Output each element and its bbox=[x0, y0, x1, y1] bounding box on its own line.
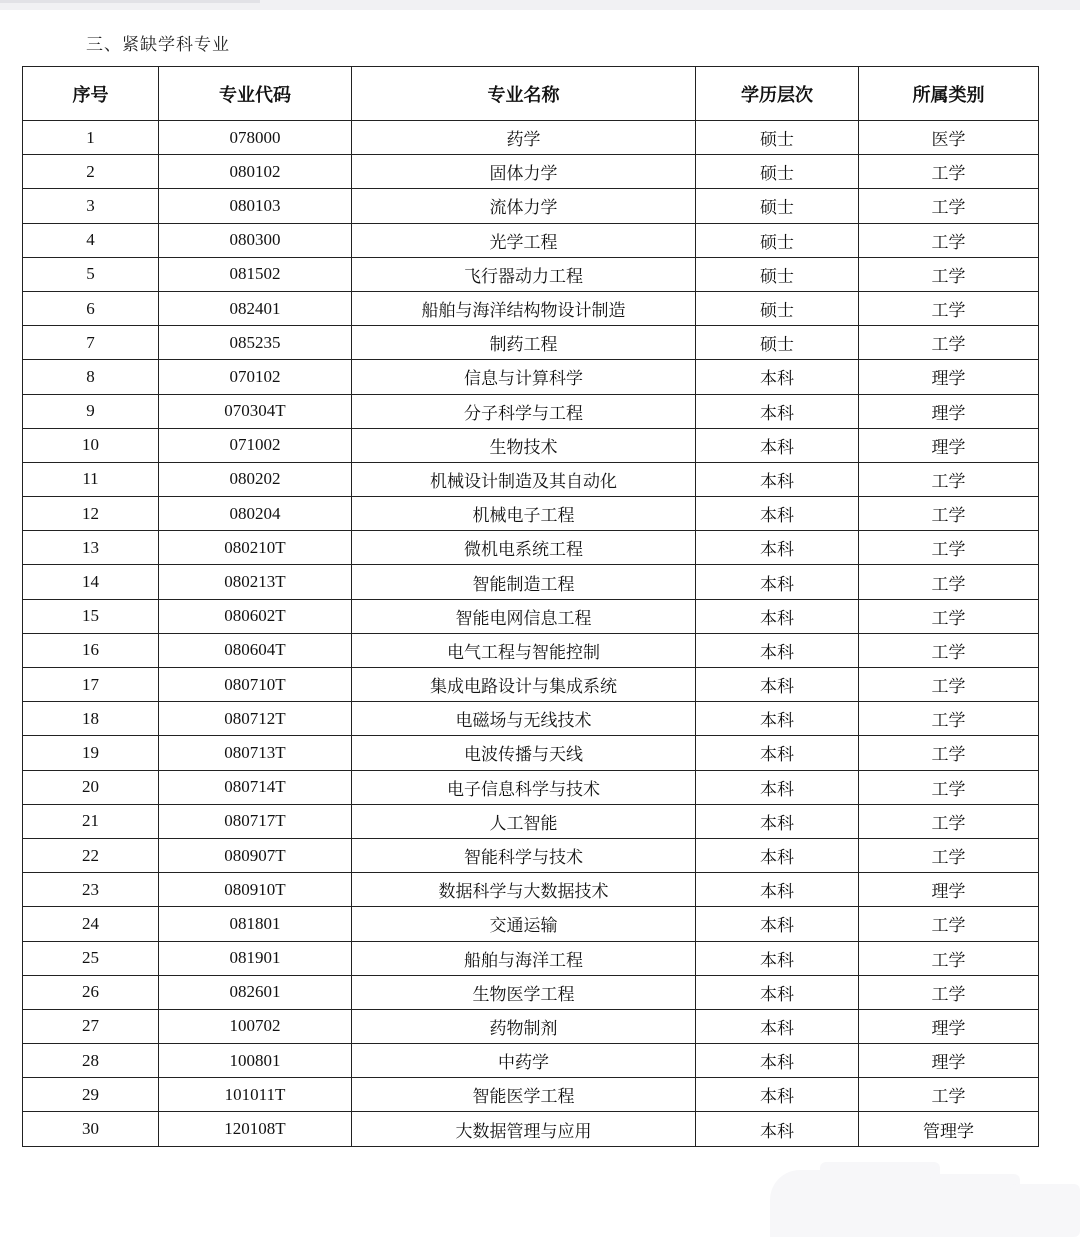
cell-category: 管理学 bbox=[859, 1112, 1039, 1146]
cell-index: 21 bbox=[23, 804, 159, 838]
cell-major-name: 分子科学与工程 bbox=[352, 394, 696, 428]
cell-degree-level: 硕士 bbox=[696, 326, 859, 360]
header-category: 所属类别 bbox=[859, 67, 1039, 121]
cell-category: 医学 bbox=[859, 121, 1039, 155]
table-row bbox=[23, 1009, 1039, 1043]
cell-major-name: 智能医学工程 bbox=[352, 1078, 696, 1112]
cell-major-code: 085235 bbox=[159, 326, 352, 360]
cell-degree-level: 本科 bbox=[696, 907, 859, 941]
cell-major-code: 080907T bbox=[159, 838, 352, 872]
cell-degree-level: 硕士 bbox=[696, 223, 859, 257]
cell-major-code: 100801 bbox=[159, 1044, 352, 1078]
cell-major-name: 药物制剂 bbox=[352, 1009, 696, 1043]
cell-major-code: 070304T bbox=[159, 394, 352, 428]
table-row bbox=[23, 702, 1039, 736]
table-row bbox=[23, 531, 1039, 565]
table-row bbox=[23, 326, 1039, 360]
cell-major-name: 电子信息科学与技术 bbox=[352, 770, 696, 804]
table-row bbox=[23, 121, 1039, 155]
cell-degree-level: 本科 bbox=[696, 1112, 859, 1146]
cell-index: 12 bbox=[23, 497, 159, 531]
cell-major-name: 光学工程 bbox=[352, 223, 696, 257]
table-row bbox=[23, 1078, 1039, 1112]
cell-category: 理学 bbox=[859, 360, 1039, 394]
cell-major-code: 080103 bbox=[159, 189, 352, 223]
cell-major-code: 082601 bbox=[159, 975, 352, 1009]
cell-degree-level: 本科 bbox=[696, 599, 859, 633]
table-row bbox=[23, 599, 1039, 633]
cell-major-code: 081801 bbox=[159, 907, 352, 941]
cell-major-code: 081901 bbox=[159, 941, 352, 975]
cell-major-name: 智能电网信息工程 bbox=[352, 599, 696, 633]
cell-category: 工学 bbox=[859, 565, 1039, 599]
cell-index: 6 bbox=[23, 291, 159, 325]
table-row bbox=[23, 941, 1039, 975]
cell-index: 9 bbox=[23, 394, 159, 428]
cell-index: 16 bbox=[23, 633, 159, 667]
cell-index: 10 bbox=[23, 428, 159, 462]
table-row bbox=[23, 257, 1039, 291]
cell-degree-level: 本科 bbox=[696, 633, 859, 667]
cell-major-code: 080204 bbox=[159, 497, 352, 531]
cell-category: 工学 bbox=[859, 804, 1039, 838]
cell-major-name: 交通运输 bbox=[352, 907, 696, 941]
cell-degree-level: 本科 bbox=[696, 497, 859, 531]
cell-major-code: 080602T bbox=[159, 599, 352, 633]
cell-degree-level: 硕士 bbox=[696, 121, 859, 155]
watermark-blur bbox=[770, 1160, 1080, 1237]
cell-category: 工学 bbox=[859, 633, 1039, 667]
cell-index: 30 bbox=[23, 1112, 159, 1146]
cell-major-name: 流体力学 bbox=[352, 189, 696, 223]
cell-degree-level: 本科 bbox=[696, 736, 859, 770]
cell-degree-level: 硕士 bbox=[696, 257, 859, 291]
cell-major-name: 飞行器动力工程 bbox=[352, 257, 696, 291]
cell-category: 理学 bbox=[859, 428, 1039, 462]
cell-category: 工学 bbox=[859, 975, 1039, 1009]
cell-major-code: 080604T bbox=[159, 633, 352, 667]
cell-category: 工学 bbox=[859, 770, 1039, 804]
cell-degree-level: 本科 bbox=[696, 1078, 859, 1112]
cell-category: 工学 bbox=[859, 223, 1039, 257]
cell-major-name: 信息与计算科学 bbox=[352, 360, 696, 394]
cell-category: 工学 bbox=[859, 838, 1039, 872]
cell-major-name: 机械设计制造及其自动化 bbox=[352, 462, 696, 496]
cell-major-code: 101011T bbox=[159, 1078, 352, 1112]
cell-category: 工学 bbox=[859, 326, 1039, 360]
cell-major-code: 080717T bbox=[159, 804, 352, 838]
cell-major-name: 电磁场与无线技术 bbox=[352, 702, 696, 736]
table-row bbox=[23, 565, 1039, 599]
cell-major-code: 080713T bbox=[159, 736, 352, 770]
cell-major-code: 080712T bbox=[159, 702, 352, 736]
cell-category: 工学 bbox=[859, 668, 1039, 702]
cell-index: 20 bbox=[23, 770, 159, 804]
header-index: 序号 bbox=[23, 67, 159, 121]
cell-index: 8 bbox=[23, 360, 159, 394]
cell-degree-level: 本科 bbox=[696, 975, 859, 1009]
cell-category: 工学 bbox=[859, 291, 1039, 325]
header-major-code: 专业代码 bbox=[159, 67, 352, 121]
cell-category: 工学 bbox=[859, 599, 1039, 633]
header-major-name: 专业名称 bbox=[352, 67, 696, 121]
cell-index: 17 bbox=[23, 668, 159, 702]
cell-major-name: 微机电系统工程 bbox=[352, 531, 696, 565]
cell-major-name: 制药工程 bbox=[352, 326, 696, 360]
cell-category: 理学 bbox=[859, 1044, 1039, 1078]
cell-degree-level: 本科 bbox=[696, 873, 859, 907]
cell-major-code: 100702 bbox=[159, 1009, 352, 1043]
cell-degree-level: 本科 bbox=[696, 804, 859, 838]
cell-index: 29 bbox=[23, 1078, 159, 1112]
table-row bbox=[23, 838, 1039, 872]
cell-major-code: 082401 bbox=[159, 291, 352, 325]
cell-category: 工学 bbox=[859, 736, 1039, 770]
cell-category: 工学 bbox=[859, 189, 1039, 223]
cell-degree-level: 本科 bbox=[696, 668, 859, 702]
cell-category: 理学 bbox=[859, 394, 1039, 428]
cell-major-code: 071002 bbox=[159, 428, 352, 462]
cell-major-code: 080213T bbox=[159, 565, 352, 599]
cell-major-code: 080300 bbox=[159, 223, 352, 257]
cell-major-code: 120108T bbox=[159, 1112, 352, 1146]
top-edge-line bbox=[0, 0, 260, 3]
cell-degree-level: 硕士 bbox=[696, 189, 859, 223]
cell-major-name: 中药学 bbox=[352, 1044, 696, 1078]
cell-index: 22 bbox=[23, 838, 159, 872]
table-row bbox=[23, 873, 1039, 907]
table-row bbox=[23, 394, 1039, 428]
cell-index: 19 bbox=[23, 736, 159, 770]
cell-category: 工学 bbox=[859, 531, 1039, 565]
header-degree-level: 学历层次 bbox=[696, 67, 859, 121]
cell-major-code: 081502 bbox=[159, 257, 352, 291]
cell-major-code: 080210T bbox=[159, 531, 352, 565]
cell-degree-level: 本科 bbox=[696, 1009, 859, 1043]
cell-index: 23 bbox=[23, 873, 159, 907]
table-row bbox=[23, 770, 1039, 804]
table-row bbox=[23, 291, 1039, 325]
cell-major-name: 人工智能 bbox=[352, 804, 696, 838]
cell-major-name: 固体力学 bbox=[352, 155, 696, 189]
cell-index: 2 bbox=[23, 155, 159, 189]
cell-degree-level: 本科 bbox=[696, 428, 859, 462]
cell-index: 7 bbox=[23, 326, 159, 360]
cell-major-code: 080102 bbox=[159, 155, 352, 189]
majors-table bbox=[22, 66, 1039, 1147]
cell-degree-level: 本科 bbox=[696, 531, 859, 565]
cell-major-code: 070102 bbox=[159, 360, 352, 394]
cell-major-name: 生物技术 bbox=[352, 428, 696, 462]
table-header-row bbox=[23, 67, 1039, 121]
cell-degree-level: 本科 bbox=[696, 770, 859, 804]
cell-major-name: 生物医学工程 bbox=[352, 975, 696, 1009]
table-row bbox=[23, 360, 1039, 394]
top-edge-strip bbox=[0, 0, 1080, 10]
table-row bbox=[23, 155, 1039, 189]
table-row bbox=[23, 736, 1039, 770]
cell-degree-level: 本科 bbox=[696, 702, 859, 736]
cell-major-name: 电气工程与智能控制 bbox=[352, 633, 696, 667]
table-row bbox=[23, 633, 1039, 667]
cell-degree-level: 本科 bbox=[696, 565, 859, 599]
cell-major-name: 智能科学与技术 bbox=[352, 838, 696, 872]
cell-index: 4 bbox=[23, 223, 159, 257]
cell-index: 1 bbox=[23, 121, 159, 155]
cell-index: 13 bbox=[23, 531, 159, 565]
cell-index: 18 bbox=[23, 702, 159, 736]
table-row bbox=[23, 1044, 1039, 1078]
cell-major-code: 080710T bbox=[159, 668, 352, 702]
cell-index: 15 bbox=[23, 599, 159, 633]
table-row bbox=[23, 975, 1039, 1009]
table-row bbox=[23, 668, 1039, 702]
table-row bbox=[23, 462, 1039, 496]
cell-major-name: 机械电子工程 bbox=[352, 497, 696, 531]
cell-category: 工学 bbox=[859, 257, 1039, 291]
section-title: 三、紧缺学科专业 bbox=[86, 35, 230, 55]
table-row bbox=[23, 907, 1039, 941]
cell-major-name: 电波传播与天线 bbox=[352, 736, 696, 770]
cell-degree-level: 本科 bbox=[696, 838, 859, 872]
cell-degree-level: 本科 bbox=[696, 941, 859, 975]
cell-major-name: 智能制造工程 bbox=[352, 565, 696, 599]
table-row bbox=[23, 497, 1039, 531]
cell-category: 工学 bbox=[859, 907, 1039, 941]
cell-index: 24 bbox=[23, 907, 159, 941]
cell-degree-level: 本科 bbox=[696, 1044, 859, 1078]
cell-major-code: 078000 bbox=[159, 121, 352, 155]
cell-index: 5 bbox=[23, 257, 159, 291]
cell-major-name: 数据科学与大数据技术 bbox=[352, 873, 696, 907]
cell-degree-level: 本科 bbox=[696, 360, 859, 394]
cell-category: 工学 bbox=[859, 1078, 1039, 1112]
cell-category: 工学 bbox=[859, 155, 1039, 189]
cell-degree-level: 本科 bbox=[696, 462, 859, 496]
cell-major-name: 药学 bbox=[352, 121, 696, 155]
cell-degree-level: 硕士 bbox=[696, 155, 859, 189]
table-row bbox=[23, 428, 1039, 462]
cell-index: 27 bbox=[23, 1009, 159, 1043]
cell-category: 工学 bbox=[859, 497, 1039, 531]
cell-index: 28 bbox=[23, 1044, 159, 1078]
cell-category: 理学 bbox=[859, 1009, 1039, 1043]
table-row bbox=[23, 223, 1039, 257]
cell-index: 14 bbox=[23, 565, 159, 599]
cell-major-code: 080202 bbox=[159, 462, 352, 496]
cell-category: 工学 bbox=[859, 702, 1039, 736]
cell-index: 3 bbox=[23, 189, 159, 223]
cell-index: 11 bbox=[23, 462, 159, 496]
cell-degree-level: 本科 bbox=[696, 394, 859, 428]
cell-index: 25 bbox=[23, 941, 159, 975]
cell-degree-level: 硕士 bbox=[696, 291, 859, 325]
cell-major-code: 080714T bbox=[159, 770, 352, 804]
cell-index: 26 bbox=[23, 975, 159, 1009]
cell-major-code: 080910T bbox=[159, 873, 352, 907]
cell-major-name: 集成电路设计与集成系统 bbox=[352, 668, 696, 702]
cell-major-name: 船舶与海洋结构物设计制造 bbox=[352, 291, 696, 325]
cell-category: 理学 bbox=[859, 873, 1039, 907]
table-row bbox=[23, 804, 1039, 838]
cell-major-name: 大数据管理与应用 bbox=[352, 1112, 696, 1146]
table-row bbox=[23, 189, 1039, 223]
cell-category: 工学 bbox=[859, 941, 1039, 975]
cell-major-name: 船舶与海洋工程 bbox=[352, 941, 696, 975]
cell-category: 工学 bbox=[859, 462, 1039, 496]
table-row bbox=[23, 1112, 1039, 1146]
